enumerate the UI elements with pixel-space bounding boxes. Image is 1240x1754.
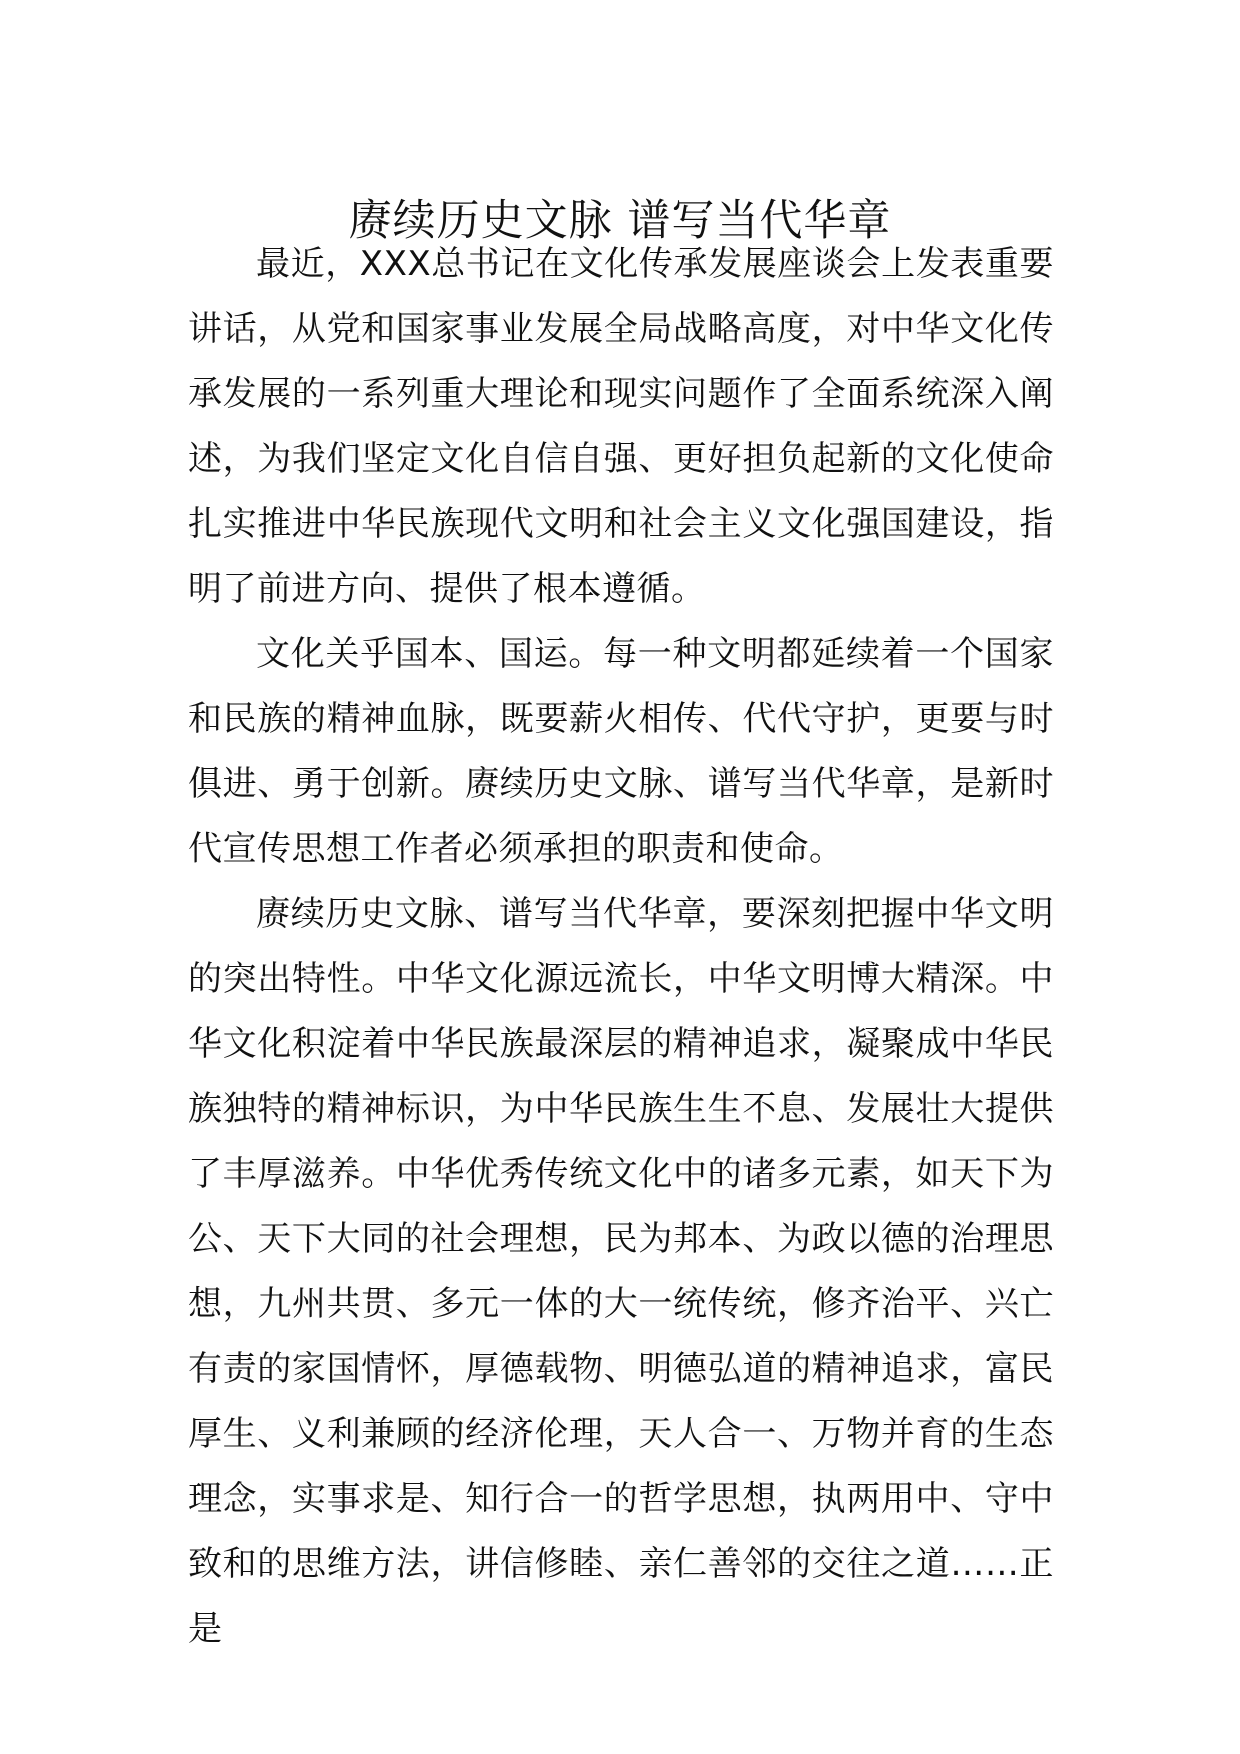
document-body bbox=[188, 232, 1054, 1662]
paragraph-2: 文化关乎国本、国运。每一种文明都延续着一个国家和民族的精神血脉，既要薪火相传、代代守护，更要与时俱进、勇于创新。赓续历史文脉、谱写当代华章，是新时代宣传思想工作者必须承担的职责和使命。 bbox=[188, 634, 1054, 869]
paragraph-3: 赓续历史文脉、谱写当代华章，要深刻把握中华文明的突出特性。中华文化源远流长，中华文明博大精深。中华文化积淀着中华民族最深层的精神追求，凝聚成中华民族独特的精神标识，为中华民族生生不息、发展壮大提供了丰厚滋养。中华优秀传统文化中的诸多元素，如天下为公、天下大同的社会理想，民为邦本、为政以德的治理思想，九州共贯、多元一体的大一统传统，修齐治平、兴亡有责的家国情怀，厚德载物、明德弘道的精神追求，富民厚生、义利兼顾的经济伦理，天人合一、万物并育的生态理念，实事求是、知行合一的哲学思想，执两用中、守中致和的思维方法，讲信修睦、亲仁善邻的交往之道……正是 bbox=[188, 894, 1054, 1649]
document-title: 赓续历史文脉 谱写当代华章 bbox=[348, 195, 892, 246]
paragraph-1: 最近，XXX总书记在文化传承发展座谈会上发表重要讲话，从党和国家事业发展全局战略高度，对中华文化传承发展的一系列重大理论和现实问题作了全面系统深入阐述，为我们坚定文化自信自强、更好担负起新的文化使命扎实推进中华民族现代文明和社会主义文化强国建设，指明了前进方向、提供了根本遵循。 bbox=[188, 244, 1054, 609]
